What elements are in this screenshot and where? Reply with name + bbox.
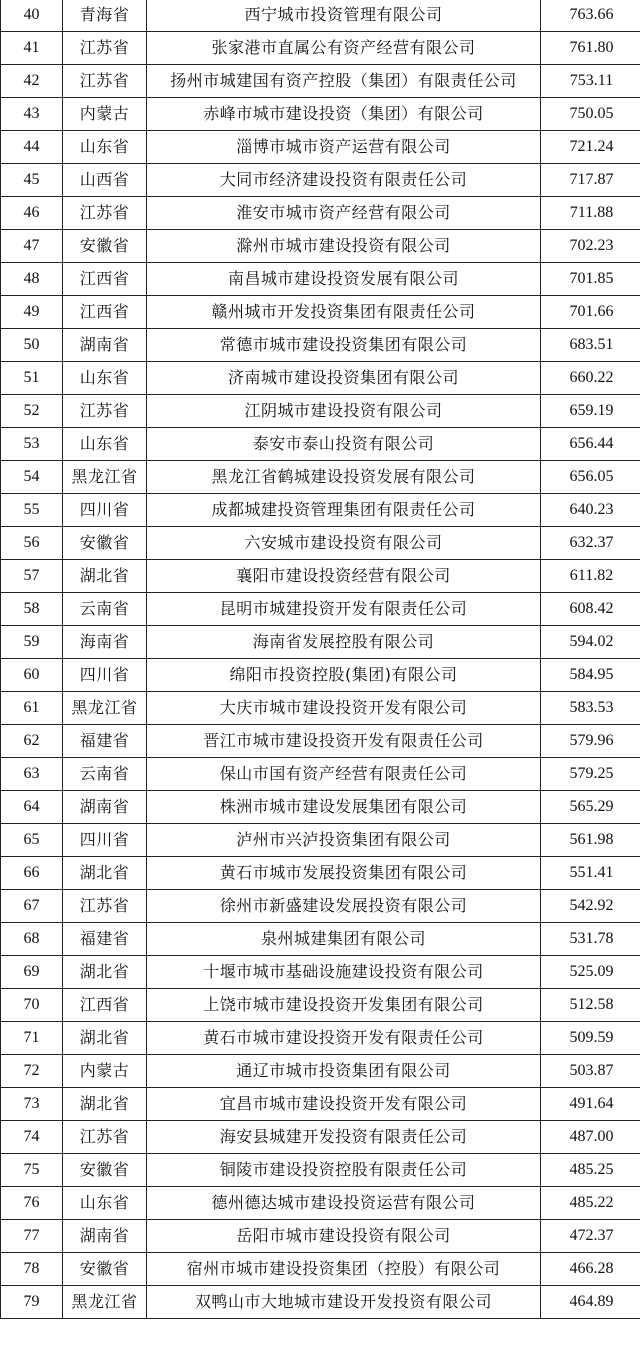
value-cell: 717.87 [541,164,640,197]
value-cell: 660.22 [541,362,640,395]
value-cell: 611.82 [541,560,640,593]
province-cell: 安徽省 [63,1253,147,1286]
value-cell: 491.64 [541,1088,640,1121]
table-row [1,956,640,989]
rank-cell: 77 [1,1220,63,1253]
table-row [1,1088,640,1121]
company-name-cell: 淮安市城市资产经营有限公司 [147,197,541,230]
province-cell: 江苏省 [63,395,147,428]
company-name-cell: 黑龙江省鹤城建设投资发展有限公司 [147,461,541,494]
province-cell: 福建省 [63,923,147,956]
rank-cell: 40 [1,0,63,32]
company-name-cell: 海南省发展控股有限公司 [147,626,541,659]
rank-cell: 56 [1,527,63,560]
value-cell: 584.95 [541,659,640,692]
table-row [1,1286,640,1319]
company-name-cell: 扬州市城建国有资产控股（集团）有限责任公司 [147,65,541,98]
value-cell: 579.25 [541,758,640,791]
province-cell: 湖南省 [63,791,147,824]
company-name-cell: 泉州城建集团有限公司 [147,923,541,956]
value-cell: 485.25 [541,1154,640,1187]
table-row [1,0,640,32]
company-name-cell: 滁州市城市建设投资有限公司 [147,230,541,263]
table-row [1,1022,640,1055]
company-name-cell: 黄石市城市发展投资集团有限公司 [147,857,541,890]
province-cell: 山东省 [63,362,147,395]
rank-cell: 46 [1,197,63,230]
rank-cell: 42 [1,65,63,98]
value-cell: 466.28 [541,1253,640,1286]
value-cell: 551.41 [541,857,640,890]
rank-cell: 68 [1,923,63,956]
rank-cell: 76 [1,1187,63,1220]
company-name-cell: 铜陵市建设投资控股有限责任公司 [147,1154,541,1187]
company-name-cell: 德州德达城市建设投资运营有限公司 [147,1187,541,1220]
rank-cell: 41 [1,32,63,65]
province-cell: 安徽省 [63,1154,147,1187]
value-cell: 763.66 [541,0,640,32]
table-row [1,1187,640,1220]
value-cell: 472.37 [541,1220,640,1253]
company-name-cell: 赣州城市开发投资集团有限责任公司 [147,296,541,329]
company-name-cell: 上饶市城市建设投资开发集团有限公司 [147,989,541,1022]
company-name-cell: 成都城建投资管理集团有限责任公司 [147,494,541,527]
company-name-cell: 张家港市直属公有资产经营有限公司 [147,32,541,65]
table-row [1,131,640,164]
rank-cell: 61 [1,692,63,725]
province-cell: 江苏省 [63,32,147,65]
rank-cell: 78 [1,1253,63,1286]
table-row [1,428,640,461]
value-cell: 509.59 [541,1022,640,1055]
company-name-cell: 六安城市建设投资有限公司 [147,527,541,560]
table-row [1,98,640,131]
province-cell: 云南省 [63,758,147,791]
value-cell: 525.09 [541,956,640,989]
company-name-cell: 株洲市城市建设发展集团有限公司 [147,791,541,824]
table-row [1,560,640,593]
value-cell: 503.87 [541,1055,640,1088]
company-name-cell: 宿州市城市建设投资集团（控股）有限公司 [147,1253,541,1286]
province-cell: 湖北省 [63,857,147,890]
table-row [1,824,640,857]
rank-cell: 45 [1,164,63,197]
ranking-table-body [1,0,640,1319]
rank-cell: 43 [1,98,63,131]
value-cell: 701.85 [541,263,640,296]
table-row [1,758,640,791]
table-row [1,65,640,98]
table-row [1,362,640,395]
rank-cell: 55 [1,494,63,527]
value-cell: 608.42 [541,593,640,626]
table-row [1,923,640,956]
rank-cell: 70 [1,989,63,1022]
province-cell: 福建省 [63,725,147,758]
rank-cell: 50 [1,329,63,362]
rank-cell: 57 [1,560,63,593]
value-cell: 656.05 [541,461,640,494]
value-cell: 565.29 [541,791,640,824]
rank-cell: 60 [1,659,63,692]
province-cell: 江苏省 [63,1121,147,1154]
province-cell: 青海省 [63,0,147,32]
province-cell: 江西省 [63,296,147,329]
table-row [1,1055,640,1088]
province-cell: 四川省 [63,824,147,857]
value-cell: 512.58 [541,989,640,1022]
company-name-cell: 襄阳市建设投资经营有限公司 [147,560,541,593]
province-cell: 山西省 [63,164,147,197]
province-cell: 四川省 [63,494,147,527]
province-cell: 江苏省 [63,197,147,230]
table-row [1,1220,640,1253]
rank-cell: 67 [1,890,63,923]
company-name-cell: 大同市经济建设投资有限责任公司 [147,164,541,197]
value-cell: 632.37 [541,527,640,560]
company-name-cell: 泰安市泰山投资有限公司 [147,428,541,461]
company-name-cell: 昆明市城建投资开发有限责任公司 [147,593,541,626]
company-name-cell: 徐州市新盛建设发展投资有限公司 [147,890,541,923]
province-cell: 江苏省 [63,890,147,923]
value-cell: 640.23 [541,494,640,527]
company-name-cell: 岳阳市城市建设投资有限公司 [147,1220,541,1253]
province-cell: 江苏省 [63,65,147,98]
value-cell: 656.44 [541,428,640,461]
company-name-cell: 双鸭山市大地城市建设开发投资有限公司 [147,1286,541,1319]
company-name-cell: 西宁城市投资管理有限公司 [147,0,541,32]
value-cell: 487.00 [541,1121,640,1154]
value-cell: 753.11 [541,65,640,98]
rank-cell: 74 [1,1121,63,1154]
table-row [1,32,640,65]
rank-cell: 63 [1,758,63,791]
province-cell: 江西省 [63,263,147,296]
value-cell: 761.80 [541,32,640,65]
rank-cell: 47 [1,230,63,263]
rank-cell: 53 [1,428,63,461]
rank-cell: 51 [1,362,63,395]
province-cell: 山东省 [63,131,147,164]
rank-cell: 48 [1,263,63,296]
rank-cell: 58 [1,593,63,626]
value-cell: 683.51 [541,329,640,362]
company-name-cell: 黄石市城市建设投资开发有限责任公司 [147,1022,541,1055]
table-row [1,989,640,1022]
value-cell: 702.23 [541,230,640,263]
province-cell: 四川省 [63,659,147,692]
value-cell: 659.19 [541,395,640,428]
province-cell: 内蒙古 [63,98,147,131]
value-cell: 701.66 [541,296,640,329]
table-row [1,263,640,296]
province-cell: 黑龙江省 [63,1286,147,1319]
province-cell: 安徽省 [63,527,147,560]
value-cell: 542.92 [541,890,640,923]
company-name-cell: 江阴城市建设投资有限公司 [147,395,541,428]
table-row [1,659,640,692]
rank-cell: 59 [1,626,63,659]
company-name-cell: 南昌城市建设投资发展有限公司 [147,263,541,296]
rank-cell: 71 [1,1022,63,1055]
rank-cell: 72 [1,1055,63,1088]
rank-cell: 44 [1,131,63,164]
table-row [1,1121,640,1154]
company-name-cell: 大庆市城市建设投资开发有限公司 [147,692,541,725]
company-name-cell: 济南城市建设投资集团有限公司 [147,362,541,395]
company-name-cell: 保山市国有资产经营有限责任公司 [147,758,541,791]
value-cell: 711.88 [541,197,640,230]
province-cell: 湖北省 [63,560,147,593]
province-cell: 湖南省 [63,1220,147,1253]
table-row [1,395,640,428]
table-row [1,494,640,527]
value-cell: 531.78 [541,923,640,956]
table-row [1,197,640,230]
value-cell: 721.24 [541,131,640,164]
value-cell: 583.53 [541,692,640,725]
table-row [1,329,640,362]
table-row [1,857,640,890]
table-row [1,593,640,626]
province-cell: 湖南省 [63,329,147,362]
company-name-cell: 通辽市城市投资集团有限公司 [147,1055,541,1088]
table-row [1,1253,640,1286]
company-name-cell: 宜昌市城市建设投资开发有限公司 [147,1088,541,1121]
rank-cell: 75 [1,1154,63,1187]
province-cell: 安徽省 [63,230,147,263]
rank-cell: 64 [1,791,63,824]
table-row [1,692,640,725]
value-cell: 579.96 [541,725,640,758]
rank-cell: 49 [1,296,63,329]
province-cell: 云南省 [63,593,147,626]
company-name-cell: 十堰市城市基础设施建设投资有限公司 [147,956,541,989]
value-cell: 750.05 [541,98,640,131]
rank-cell: 62 [1,725,63,758]
province-cell: 黑龙江省 [63,692,147,725]
province-cell: 山东省 [63,1187,147,1220]
company-name-cell: 赤峰市城市建设投资（集团）有限公司 [147,98,541,131]
province-cell: 山东省 [63,428,147,461]
table-row [1,791,640,824]
rank-cell: 69 [1,956,63,989]
value-cell: 485.22 [541,1187,640,1220]
rank-cell: 54 [1,461,63,494]
province-cell: 海南省 [63,626,147,659]
table-row [1,296,640,329]
province-cell: 湖北省 [63,1022,147,1055]
company-name-cell: 淄博市城市资产运营有限公司 [147,131,541,164]
province-cell: 江西省 [63,989,147,1022]
company-name-cell: 常德市城市建设投资集团有限公司 [147,329,541,362]
province-cell: 湖北省 [63,956,147,989]
company-name-cell: 海安县城建开发投资有限责任公司 [147,1121,541,1154]
value-cell: 594.02 [541,626,640,659]
rank-cell: 73 [1,1088,63,1121]
rank-cell: 79 [1,1286,63,1319]
table-row [1,725,640,758]
table-row [1,164,640,197]
rank-cell: 65 [1,824,63,857]
company-name-cell: 绵阳市投资控股(集团)有限公司 [147,659,541,692]
table-row [1,1154,640,1187]
table-row [1,626,640,659]
company-name-cell: 泸州市兴泸投资集团有限公司 [147,824,541,857]
table-row [1,890,640,923]
table-row [1,527,640,560]
province-cell: 内蒙古 [63,1055,147,1088]
rank-cell: 66 [1,857,63,890]
province-cell: 湖北省 [63,1088,147,1121]
rank-cell: 52 [1,395,63,428]
company-name-cell: 晋江市城市建设投资开发有限责任公司 [147,725,541,758]
value-cell: 464.89 [541,1286,640,1319]
value-cell: 561.98 [541,824,640,857]
table-row [1,461,640,494]
province-cell: 黑龙江省 [63,461,147,494]
table-row [1,230,640,263]
